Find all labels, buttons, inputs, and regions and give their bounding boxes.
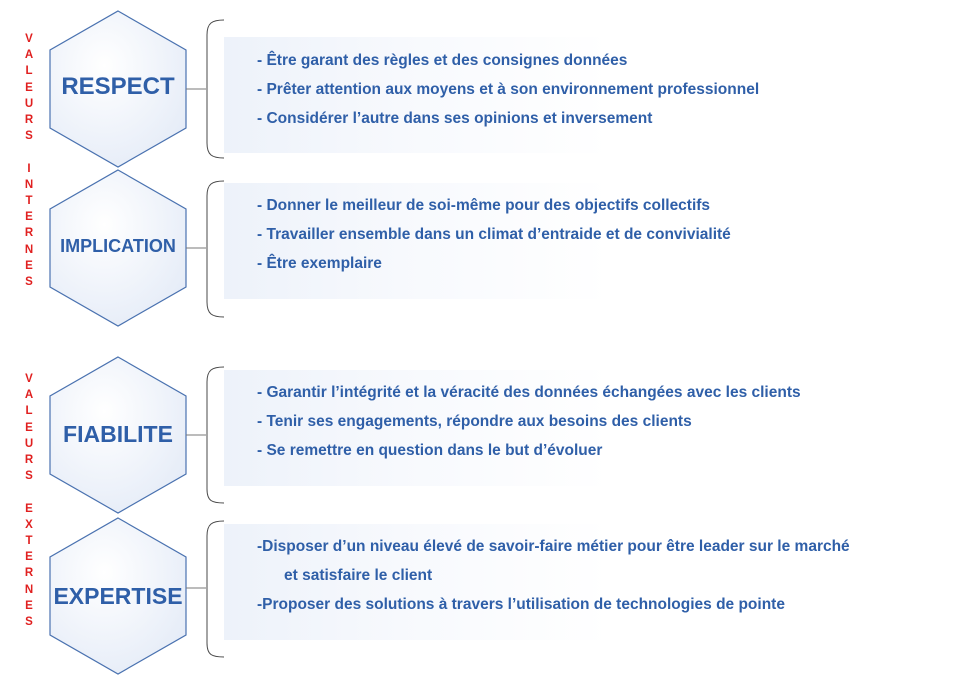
bracket-connector (186, 169, 226, 327)
value-line: -Disposer d’un niveau élevé de savoir-faire métier pour être leader sur le marché (257, 538, 850, 555)
label-letter: T (25, 195, 33, 208)
value-line: - Se remettre en question dans le but d’évoluer (257, 442, 603, 459)
label-letter: R (24, 454, 34, 467)
label-letter: R (24, 227, 34, 240)
value-block-respect (0, 10, 960, 170)
value-line: et satisfaire le client (284, 567, 433, 584)
label-letter: S (25, 276, 33, 289)
label-letter: N (24, 178, 34, 191)
label-letter: E (25, 599, 33, 612)
label-letter: S (25, 616, 33, 629)
value-line: - Être exemplaire (257, 255, 382, 272)
bracket-connector (186, 10, 226, 168)
label-letter: E (25, 551, 33, 564)
label-letter: A (24, 49, 34, 62)
value-title: IMPLICATION (60, 236, 176, 256)
value-title: EXPERTISE (53, 583, 183, 609)
label-letter: V (25, 33, 33, 45)
label-letter: N (24, 583, 34, 596)
label-letter: L (25, 65, 33, 78)
label-letter: R (24, 114, 34, 127)
label-letter: E (25, 502, 33, 515)
value-title: RESPECT (61, 73, 175, 100)
label-letter: U (24, 437, 34, 450)
value-lines (257, 532, 850, 619)
value-lines (257, 378, 801, 465)
label-letter: N (24, 243, 34, 256)
label-letter: E (25, 211, 33, 224)
value-block-implication (0, 169, 960, 329)
value-line: - Garantir l’intégrité et la véracité des données échangées avec les clients (257, 384, 801, 401)
value-block-fiabilite (0, 356, 960, 516)
label-letter: T (25, 535, 33, 548)
label-letter: U (24, 97, 34, 110)
value-line: - Prêter attention aux moyens et à son environnement professionnel (257, 81, 760, 98)
label-letter: E (25, 259, 33, 272)
value-lines (257, 46, 759, 133)
value-title: FIABILITE (63, 421, 173, 447)
value-lines (257, 191, 731, 278)
value-line: - Donner le meilleur de soi-même pour des objectifs collectifs (257, 197, 711, 214)
value-line: -Proposer des solutions à travers l’utilisation de technologies de pointe (257, 596, 785, 613)
label-letter: I (27, 162, 31, 175)
bracket-connector (186, 517, 226, 675)
label-letter: V (25, 373, 33, 385)
bracket-connector (186, 356, 226, 514)
value-line: - Tenir ses engagements, répondre aux besoins des clients (257, 413, 692, 430)
value-line: - Considérer l’autre dans ses opinions et inversement (257, 110, 653, 127)
value-line: - Travailler ensemble dans un climat d’entraide et de convivialité (257, 226, 731, 243)
label-letter: E (25, 81, 33, 94)
value-line: - Être garant des règles et des consignes données (257, 52, 628, 69)
label-letter: S (25, 130, 33, 143)
label-letter: X (25, 518, 33, 531)
label-letter: E (25, 421, 33, 434)
label-letter: L (25, 405, 33, 418)
label-letter: R (24, 567, 34, 580)
value-block-expertise (0, 517, 960, 667)
label-letter: S (25, 470, 33, 483)
label-letter: A (24, 389, 34, 402)
